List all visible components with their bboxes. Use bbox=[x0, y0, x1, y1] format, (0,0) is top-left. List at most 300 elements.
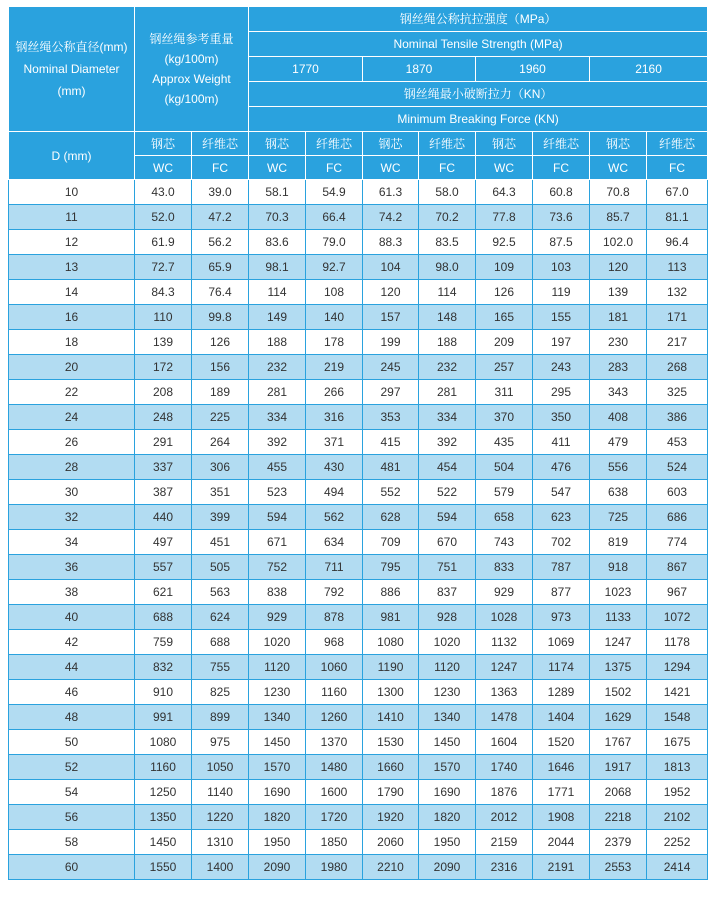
fc-header: FC bbox=[647, 156, 708, 180]
force-1870-fc-cell: 1340 bbox=[419, 705, 476, 730]
force-1870-wc-cell: 61.3 bbox=[363, 180, 419, 205]
force-1770-wc-cell: 70.3 bbox=[249, 205, 306, 230]
fiber-core-header: 纤维芯 bbox=[647, 132, 708, 156]
weight-header-en: Approx Weight bbox=[152, 72, 231, 86]
weight-wc-cell: 139 bbox=[135, 330, 192, 355]
force-1960-wc-cell: 1876 bbox=[476, 780, 533, 805]
force-1960-fc-cell: 1771 bbox=[533, 780, 590, 805]
diameter-cell: 32 bbox=[9, 505, 135, 530]
diameter-cell: 40 bbox=[9, 605, 135, 630]
weight-fc-cell: 688 bbox=[192, 630, 249, 655]
table-row bbox=[9, 505, 708, 530]
force-1870-wc-cell: 157 bbox=[363, 305, 419, 330]
force-1770-wc-cell: 188 bbox=[249, 330, 306, 355]
weight-fc-cell: 189 bbox=[192, 380, 249, 405]
table-container bbox=[8, 6, 708, 880]
table-row bbox=[9, 605, 708, 630]
force-1960-wc-cell: 257 bbox=[476, 355, 533, 380]
force-1770-fc-cell: 1370 bbox=[306, 730, 363, 755]
force-1960-fc-cell: 1069 bbox=[533, 630, 590, 655]
force-1960-fc-cell: 155 bbox=[533, 305, 590, 330]
force-1960-fc-cell: 2044 bbox=[533, 830, 590, 855]
force-1770-wc-cell: 149 bbox=[249, 305, 306, 330]
force-2160-wc-cell: 139 bbox=[590, 280, 647, 305]
grade-1960: 1960 bbox=[476, 57, 590, 82]
force-2160-wc-cell: 181 bbox=[590, 305, 647, 330]
force-1870-wc-cell: 1190 bbox=[363, 655, 419, 680]
weight-fc-cell: 47.2 bbox=[192, 205, 249, 230]
force-1960-fc-cell: 2191 bbox=[533, 855, 590, 880]
weight-fc-cell: 624 bbox=[192, 605, 249, 630]
diameter-cell: 18 bbox=[9, 330, 135, 355]
diameter-cell: 38 bbox=[9, 580, 135, 605]
approx-weight-header bbox=[135, 7, 249, 132]
force-2160-wc-cell: 725 bbox=[590, 505, 647, 530]
table-row bbox=[9, 380, 708, 405]
force-1870-fc-cell: 1020 bbox=[419, 630, 476, 655]
diameter-cell: 60 bbox=[9, 855, 135, 880]
force-1960-wc-cell: 743 bbox=[476, 530, 533, 555]
diameter-header-cn: 钢丝绳公称直径(mm) bbox=[15, 40, 128, 54]
force-1870-fc-cell: 1690 bbox=[419, 780, 476, 805]
wc-header: WC bbox=[363, 156, 419, 180]
force-2160-wc-cell: 918 bbox=[590, 555, 647, 580]
force-2160-wc-cell: 1917 bbox=[590, 755, 647, 780]
weight-fc-cell: 825 bbox=[192, 680, 249, 705]
force-1770-fc-cell: 1980 bbox=[306, 855, 363, 880]
table-row bbox=[9, 405, 708, 430]
force-2160-fc-cell: 774 bbox=[647, 530, 708, 555]
weight-fc-cell: 451 bbox=[192, 530, 249, 555]
table-row bbox=[9, 305, 708, 330]
weight-fc-cell: 76.4 bbox=[192, 280, 249, 305]
force-1870-wc-cell: 415 bbox=[363, 430, 419, 455]
force-1870-fc-cell: 1570 bbox=[419, 755, 476, 780]
diameter-cell: 52 bbox=[9, 755, 135, 780]
force-1770-fc-cell: 219 bbox=[306, 355, 363, 380]
force-2160-wc-cell: 2218 bbox=[590, 805, 647, 830]
weight-fc-cell: 1400 bbox=[192, 855, 249, 880]
diameter-cell: 58 bbox=[9, 830, 135, 855]
weight-fc-cell: 399 bbox=[192, 505, 249, 530]
wc-header: WC bbox=[476, 156, 533, 180]
table-row bbox=[9, 205, 708, 230]
force-2160-fc-cell: 603 bbox=[647, 480, 708, 505]
force-1960-fc-cell: 243 bbox=[533, 355, 590, 380]
force-1960-wc-cell: 1740 bbox=[476, 755, 533, 780]
force-1770-wc-cell: 1820 bbox=[249, 805, 306, 830]
force-1870-fc-cell: 334 bbox=[419, 405, 476, 430]
force-1870-fc-cell: 454 bbox=[419, 455, 476, 480]
weight-fc-cell: 126 bbox=[192, 330, 249, 355]
force-1960-wc-cell: 1363 bbox=[476, 680, 533, 705]
force-1770-wc-cell: 1340 bbox=[249, 705, 306, 730]
force-2160-wc-cell: 1629 bbox=[590, 705, 647, 730]
weight-wc-cell: 991 bbox=[135, 705, 192, 730]
wc-header: WC bbox=[590, 156, 647, 180]
force-1870-wc-cell: 88.3 bbox=[363, 230, 419, 255]
diameter-cell: 46 bbox=[9, 680, 135, 705]
force-1770-wc-cell: 83.6 bbox=[249, 230, 306, 255]
force-1870-wc-cell: 74.2 bbox=[363, 205, 419, 230]
force-1870-fc-cell: 58.0 bbox=[419, 180, 476, 205]
force-2160-wc-cell: 1023 bbox=[590, 580, 647, 605]
force-2160-wc-cell: 2379 bbox=[590, 830, 647, 855]
force-1960-fc-cell: 60.8 bbox=[533, 180, 590, 205]
force-1870-fc-cell: 83.5 bbox=[419, 230, 476, 255]
force-1770-wc-cell: 98.1 bbox=[249, 255, 306, 280]
force-1960-wc-cell: 833 bbox=[476, 555, 533, 580]
force-1870-fc-cell: 148 bbox=[419, 305, 476, 330]
force-2160-wc-cell: 230 bbox=[590, 330, 647, 355]
force-1960-wc-cell: 504 bbox=[476, 455, 533, 480]
force-1870-fc-cell: 928 bbox=[419, 605, 476, 630]
force-2160-fc-cell: 2414 bbox=[647, 855, 708, 880]
weight-wc-cell: 61.9 bbox=[135, 230, 192, 255]
weight-header-unit-bottom: (kg/100m) bbox=[164, 92, 219, 106]
weight-wc-cell: 172 bbox=[135, 355, 192, 380]
force-1870-wc-cell: 2060 bbox=[363, 830, 419, 855]
force-1870-wc-cell: 1660 bbox=[363, 755, 419, 780]
weight-wc-cell: 1080 bbox=[135, 730, 192, 755]
grade-1870: 1870 bbox=[363, 57, 476, 82]
force-2160-wc-cell: 1247 bbox=[590, 630, 647, 655]
weight-fc-cell: 99.8 bbox=[192, 305, 249, 330]
weight-fc-cell: 1310 bbox=[192, 830, 249, 855]
force-1770-wc-cell: 1950 bbox=[249, 830, 306, 855]
weight-wc-cell: 759 bbox=[135, 630, 192, 655]
force-1770-fc-cell: 1720 bbox=[306, 805, 363, 830]
force-1870-fc-cell: 751 bbox=[419, 555, 476, 580]
diameter-cell: 11 bbox=[9, 205, 135, 230]
fiber-core-header: 纤维芯 bbox=[419, 132, 476, 156]
force-2160-fc-cell: 867 bbox=[647, 555, 708, 580]
force-1770-wc-cell: 392 bbox=[249, 430, 306, 455]
force-1960-fc-cell: 1520 bbox=[533, 730, 590, 755]
diameter-cell: 30 bbox=[9, 480, 135, 505]
force-2160-fc-cell: 386 bbox=[647, 405, 708, 430]
table-header bbox=[9, 7, 708, 180]
force-1770-fc-cell: 1060 bbox=[306, 655, 363, 680]
force-1960-fc-cell: 476 bbox=[533, 455, 590, 480]
force-1870-wc-cell: 981 bbox=[363, 605, 419, 630]
force-1770-fc-cell: 266 bbox=[306, 380, 363, 405]
breaking-force-header-cn: 钢丝绳最小破断拉力（KN） bbox=[249, 82, 708, 107]
force-1960-wc-cell: 209 bbox=[476, 330, 533, 355]
weight-fc-cell: 1050 bbox=[192, 755, 249, 780]
force-2160-fc-cell: 171 bbox=[647, 305, 708, 330]
diameter-cell: 34 bbox=[9, 530, 135, 555]
wire-rope-spec-table bbox=[8, 6, 708, 880]
force-2160-fc-cell: 81.1 bbox=[647, 205, 708, 230]
weight-wc-cell: 440 bbox=[135, 505, 192, 530]
force-1770-wc-cell: 455 bbox=[249, 455, 306, 480]
weight-wc-cell: 84.3 bbox=[135, 280, 192, 305]
table-row bbox=[9, 830, 708, 855]
table-row bbox=[9, 805, 708, 830]
force-1870-wc-cell: 1410 bbox=[363, 705, 419, 730]
force-1770-fc-cell: 1160 bbox=[306, 680, 363, 705]
force-1770-wc-cell: 114 bbox=[249, 280, 306, 305]
force-1870-fc-cell: 1450 bbox=[419, 730, 476, 755]
diameter-cell: 13 bbox=[9, 255, 135, 280]
table-row bbox=[9, 630, 708, 655]
table-row bbox=[9, 280, 708, 305]
weight-wc-cell: 1250 bbox=[135, 780, 192, 805]
diameter-cell: 24 bbox=[9, 405, 135, 430]
force-1870-wc-cell: 1920 bbox=[363, 805, 419, 830]
weight-fc-cell: 65.9 bbox=[192, 255, 249, 280]
force-1870-fc-cell: 281 bbox=[419, 380, 476, 405]
force-1770-wc-cell: 1230 bbox=[249, 680, 306, 705]
weight-header-unit-top: (kg/100m) bbox=[164, 52, 219, 66]
force-1770-fc-cell: 1850 bbox=[306, 830, 363, 855]
force-1960-wc-cell: 92.5 bbox=[476, 230, 533, 255]
force-1770-wc-cell: 1020 bbox=[249, 630, 306, 655]
force-1770-fc-cell: 792 bbox=[306, 580, 363, 605]
force-1960-fc-cell: 87.5 bbox=[533, 230, 590, 255]
force-2160-fc-cell: 1675 bbox=[647, 730, 708, 755]
weight-header-cn: 钢丝绳参考重量 bbox=[149, 32, 234, 46]
force-1960-wc-cell: 658 bbox=[476, 505, 533, 530]
weight-fc-cell: 264 bbox=[192, 430, 249, 455]
force-1870-fc-cell: 2090 bbox=[419, 855, 476, 880]
force-1770-fc-cell: 968 bbox=[306, 630, 363, 655]
weight-wc-cell: 497 bbox=[135, 530, 192, 555]
force-2160-fc-cell: 1548 bbox=[647, 705, 708, 730]
force-1870-fc-cell: 1950 bbox=[419, 830, 476, 855]
force-1770-fc-cell: 140 bbox=[306, 305, 363, 330]
diameter-cell: 48 bbox=[9, 705, 135, 730]
table-row bbox=[9, 355, 708, 380]
force-1960-fc-cell: 1646 bbox=[533, 755, 590, 780]
force-1770-fc-cell: 711 bbox=[306, 555, 363, 580]
force-1870-fc-cell: 114 bbox=[419, 280, 476, 305]
force-2160-wc-cell: 556 bbox=[590, 455, 647, 480]
force-2160-fc-cell: 1294 bbox=[647, 655, 708, 680]
grade-1770: 1770 bbox=[249, 57, 363, 82]
weight-wc-cell: 688 bbox=[135, 605, 192, 630]
force-1960-fc-cell: 877 bbox=[533, 580, 590, 605]
nominal-diameter-header bbox=[9, 7, 135, 132]
force-1770-wc-cell: 1570 bbox=[249, 755, 306, 780]
weight-wc-cell: 52.0 bbox=[135, 205, 192, 230]
steel-core-header: 钢芯 bbox=[476, 132, 533, 156]
fiber-core-header: 纤维芯 bbox=[192, 132, 249, 156]
table-row bbox=[9, 230, 708, 255]
steel-core-header: 钢芯 bbox=[363, 132, 419, 156]
weight-fc-cell: 56.2 bbox=[192, 230, 249, 255]
force-1960-fc-cell: 295 bbox=[533, 380, 590, 405]
force-1770-wc-cell: 1450 bbox=[249, 730, 306, 755]
force-2160-wc-cell: 408 bbox=[590, 405, 647, 430]
weight-wc-cell: 910 bbox=[135, 680, 192, 705]
force-1770-fc-cell: 316 bbox=[306, 405, 363, 430]
force-2160-wc-cell: 1133 bbox=[590, 605, 647, 630]
force-1870-wc-cell: 1790 bbox=[363, 780, 419, 805]
force-2160-fc-cell: 967 bbox=[647, 580, 708, 605]
force-1770-fc-cell: 430 bbox=[306, 455, 363, 480]
table-row bbox=[9, 780, 708, 805]
weight-wc-cell: 621 bbox=[135, 580, 192, 605]
force-1770-fc-cell: 562 bbox=[306, 505, 363, 530]
diameter-cell: 28 bbox=[9, 455, 135, 480]
force-2160-wc-cell: 1767 bbox=[590, 730, 647, 755]
fc-header: FC bbox=[533, 156, 590, 180]
force-1960-wc-cell: 165 bbox=[476, 305, 533, 330]
force-2160-wc-cell: 70.8 bbox=[590, 180, 647, 205]
force-1870-fc-cell: 594 bbox=[419, 505, 476, 530]
diameter-cell: 36 bbox=[9, 555, 135, 580]
weight-fc-cell: 39.0 bbox=[192, 180, 249, 205]
table-row bbox=[9, 455, 708, 480]
force-1960-fc-cell: 350 bbox=[533, 405, 590, 430]
force-1960-fc-cell: 1174 bbox=[533, 655, 590, 680]
force-1770-wc-cell: 594 bbox=[249, 505, 306, 530]
force-1960-wc-cell: 126 bbox=[476, 280, 533, 305]
force-1960-fc-cell: 623 bbox=[533, 505, 590, 530]
force-2160-fc-cell: 1813 bbox=[647, 755, 708, 780]
force-1960-fc-cell: 103 bbox=[533, 255, 590, 280]
force-1870-wc-cell: 1530 bbox=[363, 730, 419, 755]
weight-wc-cell: 1350 bbox=[135, 805, 192, 830]
table-row bbox=[9, 705, 708, 730]
force-1870-wc-cell: 1080 bbox=[363, 630, 419, 655]
force-2160-fc-cell: 113 bbox=[647, 255, 708, 280]
force-1960-fc-cell: 411 bbox=[533, 430, 590, 455]
force-2160-fc-cell: 2102 bbox=[647, 805, 708, 830]
force-1770-wc-cell: 929 bbox=[249, 605, 306, 630]
force-1770-wc-cell: 334 bbox=[249, 405, 306, 430]
table-body bbox=[9, 180, 708, 880]
force-2160-fc-cell: 67.0 bbox=[647, 180, 708, 205]
force-1960-fc-cell: 1908 bbox=[533, 805, 590, 830]
weight-wc-cell: 248 bbox=[135, 405, 192, 430]
table-row bbox=[9, 480, 708, 505]
table-row bbox=[9, 180, 708, 205]
fc-header: FC bbox=[419, 156, 476, 180]
force-1870-fc-cell: 522 bbox=[419, 480, 476, 505]
force-2160-wc-cell: 120 bbox=[590, 255, 647, 280]
force-1870-fc-cell: 670 bbox=[419, 530, 476, 555]
force-1770-wc-cell: 58.1 bbox=[249, 180, 306, 205]
force-1770-wc-cell: 1690 bbox=[249, 780, 306, 805]
force-2160-fc-cell: 325 bbox=[647, 380, 708, 405]
force-1870-wc-cell: 2210 bbox=[363, 855, 419, 880]
force-2160-fc-cell: 686 bbox=[647, 505, 708, 530]
force-1870-fc-cell: 837 bbox=[419, 580, 476, 605]
grade-2160: 2160 bbox=[590, 57, 708, 82]
force-1870-wc-cell: 709 bbox=[363, 530, 419, 555]
fc-header: FC bbox=[306, 156, 363, 180]
force-2160-wc-cell: 479 bbox=[590, 430, 647, 455]
diameter-cell: 12 bbox=[9, 230, 135, 255]
table-row bbox=[9, 555, 708, 580]
force-1960-fc-cell: 973 bbox=[533, 605, 590, 630]
fiber-core-header: 纤维芯 bbox=[306, 132, 363, 156]
d-mm-header: D (mm) bbox=[9, 132, 135, 180]
weight-fc-cell: 755 bbox=[192, 655, 249, 680]
tensile-strength-header-cn: 钢丝绳公称抗拉强度（MPa） bbox=[249, 7, 708, 32]
wc-header: WC bbox=[249, 156, 306, 180]
force-1960-wc-cell: 1604 bbox=[476, 730, 533, 755]
force-1870-wc-cell: 245 bbox=[363, 355, 419, 380]
table-row bbox=[9, 255, 708, 280]
weight-fc-cell: 563 bbox=[192, 580, 249, 605]
force-2160-fc-cell: 524 bbox=[647, 455, 708, 480]
weight-fc-cell: 1140 bbox=[192, 780, 249, 805]
force-1770-fc-cell: 108 bbox=[306, 280, 363, 305]
force-1870-wc-cell: 353 bbox=[363, 405, 419, 430]
weight-wc-cell: 1450 bbox=[135, 830, 192, 855]
table-row bbox=[9, 530, 708, 555]
table-row bbox=[9, 855, 708, 880]
steel-core-header: 钢芯 bbox=[249, 132, 306, 156]
force-1770-wc-cell: 838 bbox=[249, 580, 306, 605]
force-1770-wc-cell: 752 bbox=[249, 555, 306, 580]
breaking-force-header-en: Minimum Breaking Force (KN) bbox=[249, 107, 708, 132]
weight-fc-cell: 156 bbox=[192, 355, 249, 380]
steel-core-header: 钢芯 bbox=[135, 132, 192, 156]
force-1870-wc-cell: 104 bbox=[363, 255, 419, 280]
force-2160-wc-cell: 2068 bbox=[590, 780, 647, 805]
force-2160-fc-cell: 1421 bbox=[647, 680, 708, 705]
force-1770-wc-cell: 281 bbox=[249, 380, 306, 405]
force-2160-fc-cell: 96.4 bbox=[647, 230, 708, 255]
force-2160-fc-cell: 453 bbox=[647, 430, 708, 455]
table-row bbox=[9, 755, 708, 780]
force-1770-wc-cell: 232 bbox=[249, 355, 306, 380]
force-1870-wc-cell: 552 bbox=[363, 480, 419, 505]
force-1870-wc-cell: 795 bbox=[363, 555, 419, 580]
force-2160-wc-cell: 638 bbox=[590, 480, 647, 505]
weight-wc-cell: 337 bbox=[135, 455, 192, 480]
weight-wc-cell: 72.7 bbox=[135, 255, 192, 280]
weight-fc-cell: 975 bbox=[192, 730, 249, 755]
force-1770-fc-cell: 178 bbox=[306, 330, 363, 355]
weight-wc-cell: 291 bbox=[135, 430, 192, 455]
force-2160-fc-cell: 217 bbox=[647, 330, 708, 355]
force-2160-wc-cell: 1375 bbox=[590, 655, 647, 680]
force-2160-wc-cell: 283 bbox=[590, 355, 647, 380]
force-2160-wc-cell: 102.0 bbox=[590, 230, 647, 255]
force-1870-wc-cell: 886 bbox=[363, 580, 419, 605]
weight-wc-cell: 557 bbox=[135, 555, 192, 580]
force-1870-fc-cell: 98.0 bbox=[419, 255, 476, 280]
force-1870-wc-cell: 1300 bbox=[363, 680, 419, 705]
force-1770-fc-cell: 634 bbox=[306, 530, 363, 555]
force-1770-fc-cell: 54.9 bbox=[306, 180, 363, 205]
force-1770-wc-cell: 1120 bbox=[249, 655, 306, 680]
diameter-cell: 10 bbox=[9, 180, 135, 205]
force-1960-wc-cell: 2012 bbox=[476, 805, 533, 830]
force-2160-fc-cell: 132 bbox=[647, 280, 708, 305]
force-1870-wc-cell: 120 bbox=[363, 280, 419, 305]
weight-wc-cell: 832 bbox=[135, 655, 192, 680]
force-1770-fc-cell: 1260 bbox=[306, 705, 363, 730]
force-1870-fc-cell: 1120 bbox=[419, 655, 476, 680]
weight-fc-cell: 1220 bbox=[192, 805, 249, 830]
tensile-strength-header-en: Nominal Tensile Strength (MPa) bbox=[249, 32, 708, 57]
force-2160-wc-cell: 2553 bbox=[590, 855, 647, 880]
force-1960-fc-cell: 197 bbox=[533, 330, 590, 355]
force-2160-wc-cell: 85.7 bbox=[590, 205, 647, 230]
diameter-cell: 16 bbox=[9, 305, 135, 330]
weight-fc-cell: 225 bbox=[192, 405, 249, 430]
force-1870-fc-cell: 188 bbox=[419, 330, 476, 355]
steel-core-header: 钢芯 bbox=[590, 132, 647, 156]
force-2160-wc-cell: 1502 bbox=[590, 680, 647, 705]
